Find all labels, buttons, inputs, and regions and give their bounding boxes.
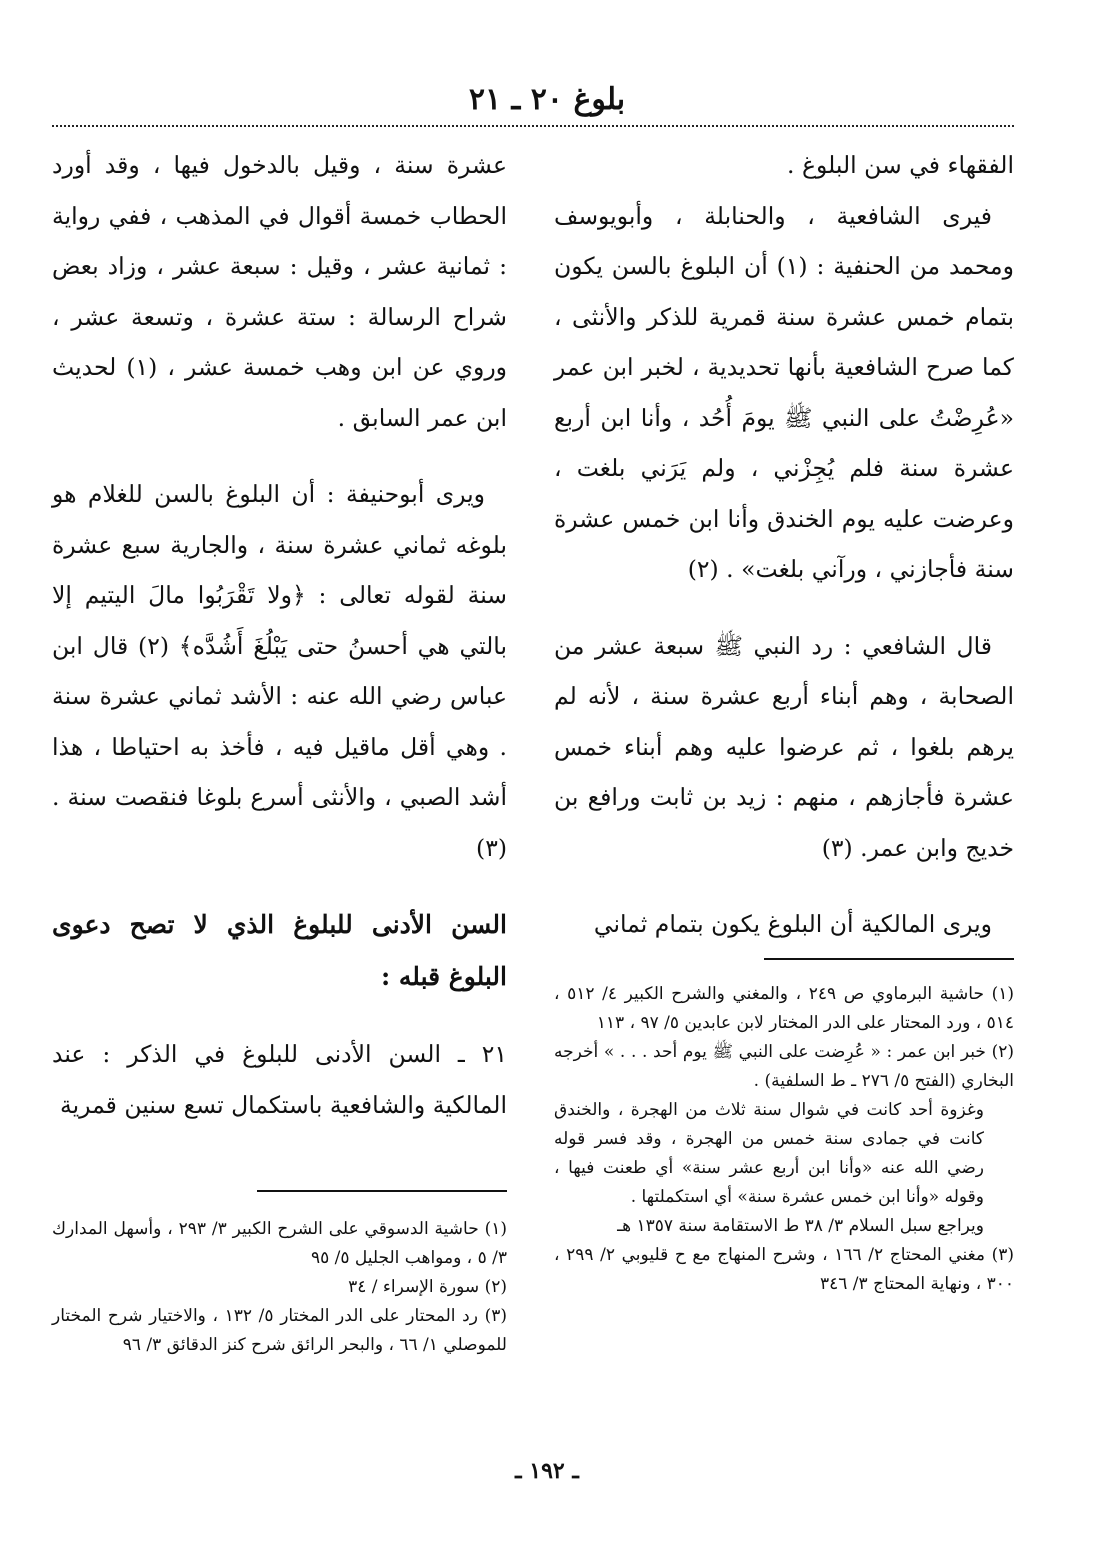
left-footnotes: [52, 1215, 507, 1360]
page-number: ـ ١٩٢ ـ: [515, 1458, 579, 1484]
right-footnote-2-continuation: وغزوة أحد كانت في شوال سنة ثلاث من الهجرة ، والخندق كانت في جمادى سنة خمس من الهجرة ، وقد فسر قوله رضي الله عنه «وأنا ابن أربع عشر سنة» أي طعنت فيها ، وقوله «وأنا ابن خمس عشرة سنة» أي استكملتها .: [554, 1100, 984, 1207]
right-footnote-2-reference: ويراجع سبل السلام ٣/ ٣٨ ط الاستقامة سنة ١٣٥٧ هـ: [617, 1216, 984, 1236]
left-col-paragraph-2: ويرى أبوحنيفة : أن البلوغ بالسن للغلام هو بلوغه ثماني عشرة سنة ، والجارية سبع عشرة سنة لقوله تعالى : ﴿ولا تَقْرَبُوا مالَ اليتيم إلا بالتي هي أحسنُ حتى يَبْلُغَ أَشُدَّه﴾ (٢) قال ابن عباس رضي الله عنه : الأشد ثماني عشرة سنة . وهي أقل ماقيل فيه ، فأخذ به احتياطا ، هذا أشد الصبي ، والأنثى أسرع بلوغا فنقصت سنة . (٣): [52, 480, 507, 862]
right-column: [554, 140, 1014, 950]
right-footnote-3: (٣) مغني المحتاج ٢/ ١٦٦ ، وشرح المنهاج مع ح قليوبي ٢/ ٢٩٩ ، ٣٠٠ ، ونهاية المحتاج ٣/ ٣٤٦: [554, 1245, 1014, 1294]
header-dotted-rule: [52, 125, 1014, 127]
right-col-paragraph-2: فيرى الشافعية ، والحنابلة ، وأبويوسف ومحمد من الحنفية : (١) أن البلوغ بالسن يكون بتمام خمس عشرة سنة قمرية للذكر والأنثى ، كما صرح الشافعية بأنها تحديدية ، لخبر ابن عمر «عُرِضْتُ على النبي ﷺ يومَ أُحُد ، وأنا ابن أربع عشرة سنة فلم يُجِزْني ، ولم يَرَني بلغت ، وعرضت عليه يوم الخندق وأنا ابن خمس عشرة سنة فأجازني ، ورآني بلغت» . (٢): [554, 201, 1014, 583]
left-footnote-1: (١) حاشية الدسوقي على الشرح الكبير ٣/ ٢٩٣ ، وأسهل المدارك ٣/ ٥ ، ومواهب الجليل ٥/ ٩٥: [52, 1219, 507, 1268]
right-footnote-2: (٢) خبر ابن عمر : « عُرِضت على النبي ﷺ يوم أحد . . . » أخرجه البخاري (الفتح ٥/ ٢٧٦ ـ ط السلفية) .: [554, 1042, 1014, 1091]
right-footnotes: [554, 980, 1014, 1299]
section-21-paragraph: ٢١ ـ السن الأدنى للبلوغ في الذكر : عند المالكية والشافعية باستكمال تسع سنين قمرية: [52, 1040, 507, 1119]
section-heading: السن الأدنى للبلوغ الذي لا تصح دعوى البلوغ قبله :: [52, 910, 507, 991]
right-footnote-1: (١) حاشية البرماوي ص ٢٤٩ ، والمغني والشرح الكبير ٤/ ٥١٢ ، ٥١٤ ، ورد المحتار على الدر المختار لابن عابدين ٥/ ٩٧ ، ١١٣: [554, 984, 1014, 1033]
right-col-paragraph-3: قال الشافعي : رد النبي ﷺ سبعة عشر من الصحابة ، وهم أبناء أربع عشرة سنة ، لأنه لم يرهم بلغوا ، ثم عرضوا عليه وهم أبناء خمس عشرة فأجازهم ، منهم : زيد بن ثابت ورافع بن خديج وابن عمر. (٣): [554, 631, 1014, 862]
left-footnote-3: (٣) رد المحتار على الدر المختار ٥/ ١٣٢ ، والاختيار شرح المختار للموصلي ١/ ٦٦ ، والبحر الرائق شرح كنز الدقائق ٣/ ٩٦: [52, 1306, 507, 1355]
left-column: [52, 140, 507, 1130]
right-col-paragraph-4: ويرى المالكية أن البلوغ يكون بتمام ثماني: [593, 910, 992, 938]
running-header: بلوغ ٢٠ ـ ٢١: [468, 82, 626, 117]
left-col-paragraph-1: عشرة سنة ، وقيل بالدخول فيها ، وقد أورد الحطاب خمسة أقوال في المذهب ، ففي رواية : ثمانية عشر ، وقيل : سبعة عشر ، وزاد بعض شراح الرسالة : ستة عشرة ، وتسعة عشر ، وروي عن ابن وهب خمسة عشر ، (١) لحديث ابن عمر السابق .: [52, 151, 508, 432]
right-footnote-rule: [764, 958, 1014, 960]
left-footnote-2: (٢) سورة الإسراء / ٣٤: [348, 1277, 507, 1297]
left-footnote-rule: [257, 1190, 507, 1192]
right-col-paragraph-1: الفقهاء في سن البلوغ .: [787, 151, 1014, 179]
